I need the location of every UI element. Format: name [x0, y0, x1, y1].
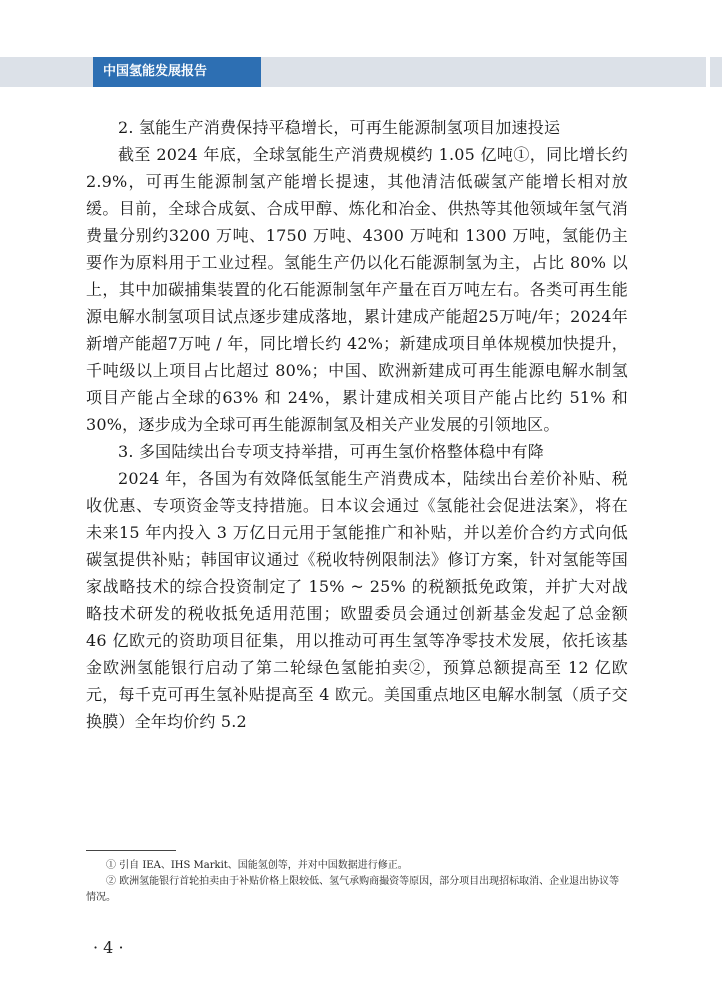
paragraph-hydrogen-production: 截至 2024 年底，全球氢能生产消费规模约 1.05 亿吨①，同比增长约 2.9%，可再生能源制氢产能增长提速，其他清洁低碳氢产能增长相对放缓。目前，全球合成氨、合成甲醇、炼化和冶金、供热等其他领域年氢气消费量分别约3200 万吨、1750 万吨、4300 万吨和 1300 万吨，氢能仍主要作为原料用于工业过程。氢能生产仍以化石能源制氢为主，占比 80% 以上，其中加碳捕集装置的化石能源制氢年产量在百万吨左右。各类可再生能源电解水制氢项目试点逐步建成落地，累计建成产能超25万吨/年；2024年新增产能超7万吨 / 年，同比增长约 42%；新建成项目单体规模加快提升，千吨级以上项目占比超过 80%；中国、欧洲新建成可再生能源电解水制氢项目产能占全球的63% 和 24%，累计建成相关项目产能占比约 51% 和 30%，逐步成为全球可再生能源制氢及相关产业发展的引领地区。	[86, 145, 628, 434]
section-heading-3: 3. 多国陆续出台专项支持举措，可再生氢价格整体稳中有降	[118, 442, 544, 461]
body-text	[86, 114, 628, 735]
report-title: 中国氢能发展报告	[93, 57, 261, 87]
page-number: · 4 ·	[93, 938, 124, 957]
footnote-2: ② 欧洲氢能银行首轮拍卖由于补贴价格上限较低、氢气承购商撮资等原因，部分项目出现招标取消、企业退出协议等情况。	[86, 876, 620, 903]
header-divider	[706, 57, 710, 87]
footnote-1: ① 引自 IEA、IHS Markit、国能氢创等，并对中国数据进行修正。	[106, 860, 408, 871]
section-heading-2: 2. 氢能生产消费保持平稳增长，可再生能源制氢项目加速投运	[118, 118, 561, 137]
footnote-divider	[86, 850, 176, 851]
footnotes	[86, 858, 628, 906]
paragraph-policy-support: 2024 年，各国为有效降低氢能生产消费成本，陆续出台差价补贴、税收优惠、专项资金等支持措施。日本议会通过《氢能社会促进法案》，将在未来15 年内投入 3 万亿日元用于氢能推广和补贴，并以差价合约方式向低碳氢提供补贴；韩国审议通过《税收特例限制法》修订方案，针对氢能等国家战略技术的综合投资制定了 15% ~ 25% 的税额抵免政策，并扩大对战略技术研发的税收抵免适用范围；欧盟委员会通过创新基金发起了总金额 46 亿欧元的资助项目征集，用以推动可再生氢等净零技术发展，依托该基金欧洲氢能银行启动了第二轮绿色氢能拍卖②，预算总额提高至 12 亿欧元，每千克可再生氢补贴提高至 4 欧元。美国重点地区电解水制氢（质子交换膜）全年均价约 5.2	[86, 469, 628, 731]
